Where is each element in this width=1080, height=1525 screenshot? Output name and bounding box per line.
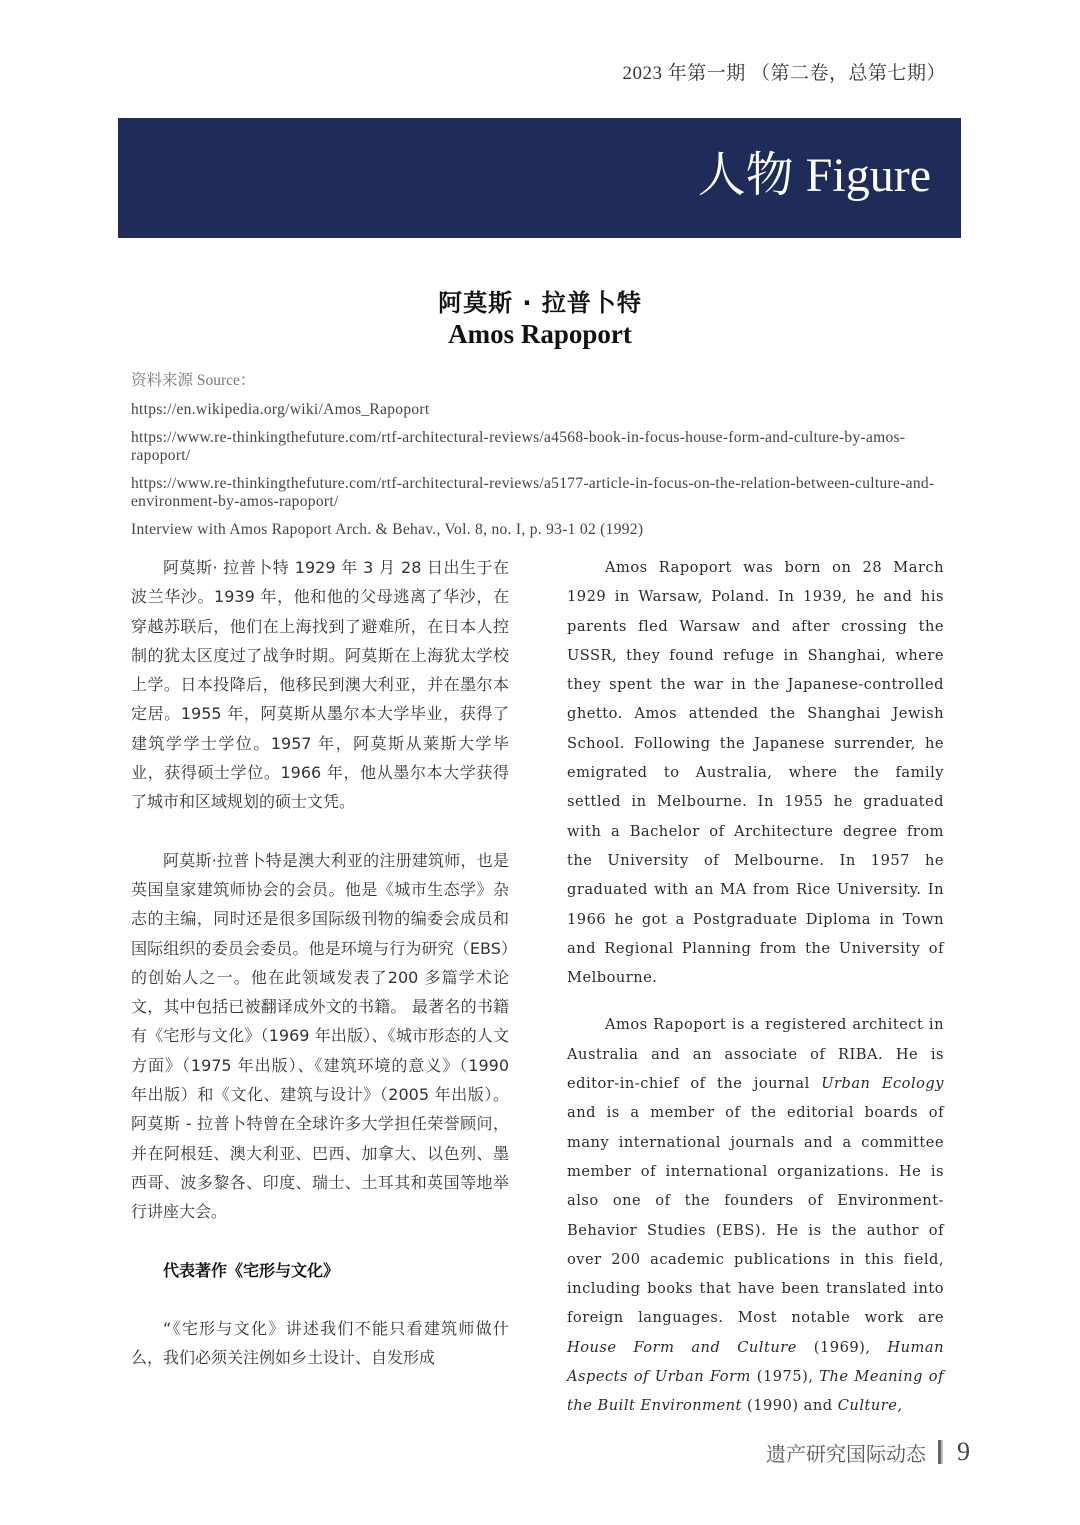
text-run: and is a member of the editorial boards of many international journals and a committee member of international organizations. He is also one of the founders of Environment-Behavior Studies (EBS). He is the author of over 200 academic publications in this field, including books that have been translated into foreign languages. Most notable work are bbox=[567, 1104, 944, 1327]
cn-paragraph: 阿莫斯·拉普卜特是澳大利亚的注册建筑师，也是英国皇家建筑师协会的会员。他是《城市生态学》杂志的主编，同时还是很多国际级刊物的编委会成员和国际组织的委员会委员。他是环境与行为研究（EBS）的创始人之一。他在此领域发表了200 多篇学术论文，其中包括已被翻译成外文的书籍。 最著名的书籍有《宅形与文化》（1969 年出版）、《城市形态的人文方面》（1975 年出版）、《建筑环境的意义》（1990 年出版）和《文化、建筑与设计》（2005 年出版）。阿莫斯 - 拉普卜特曾在全球许多大学担任荣誉顾问，并在阿根廷、澳大利亚、巴西、加拿大、以色列、墨西哥、波多黎各、印度、瑞士、土耳其和英国等地举行讲座大会。 bbox=[131, 850, 509, 1222]
chinese-column bbox=[131, 553, 509, 1401]
text-run: (1975), bbox=[750, 1368, 820, 1386]
text-run: (1990) and bbox=[741, 1397, 838, 1415]
sources-block bbox=[131, 372, 951, 549]
page-number: 9 bbox=[957, 1437, 970, 1466]
book-title: Culture, bbox=[837, 1397, 903, 1415]
cn-paragraph: 阿莫斯· 拉普卜特 1929 年 3 月 28 日出生于在波兰华沙。1939 年，他和他的父母逃离了华沙，在穿越苏联后，他们在上海找到了避难所，在日本人控制的犹太区度过了战争时期。阿莫斯在上海犹太学校上学。日本投降后，他移民到澳大利亚，并在墨尔本定居。1955 年，阿莫斯从墨尔本大学毕业，获得了建筑学学士学位。1957 年，阿莫斯从莱斯大学毕业，获得硕士学位。1966 年，他从墨尔本大学获得了城市和区域规划的硕士文凭。 bbox=[131, 558, 509, 812]
book-title: The Meaning of the Built Environment bbox=[567, 1368, 944, 1415]
english-column bbox=[567, 553, 944, 1439]
book-title: House Form and Culture bbox=[567, 1338, 797, 1356]
page-footer bbox=[766, 1437, 970, 1467]
source-link[interactable]: https://www.re-thinkingthefuture.com/rtf-architectural-reviews/a5177-article-in-focus-on-the-relation-between-culture-and-environment-by-amos-rapoport/ bbox=[131, 475, 935, 510]
article-title-en: Amos Rapoport bbox=[448, 319, 632, 349]
sources-label: 资料来源 Source： bbox=[131, 372, 256, 389]
footer-divider bbox=[938, 1440, 943, 1464]
text-run: Amos Rapoport is a registered architect in Australia and an associate of RIBA. He is editor-in-chief of the journal bbox=[567, 1016, 944, 1093]
section-title: 人物 Figure bbox=[697, 149, 931, 202]
text-run: (1969), bbox=[796, 1338, 888, 1356]
source-citation: Interview with Amos Rapoport Arch. & Behav., Vol. 8, no. I, p. 93-1 02 (1992) bbox=[131, 521, 644, 538]
en-paragraph: Amos Rapoport was born on 28 March 1929 in Warsaw, Poland. In 1939, he and his parents fled Warsaw and after crossing the USSR, they found refuge in Shanghai, where they spent the war in the Japanese-controlled ghetto. Amos attended the Shanghai Jewish School. Following the Japanese surrender, he emigrated to Australia, where the family settled in Melbourne. In 1955 he graduated with a Bachelor of Architecture degree from the University of Melbourne. In 1957 he graduated with an MA from Rice University. In 1966 he got a Postgraduate Diploma in Town and Regional Planning from the University of Melbourne. bbox=[567, 559, 944, 987]
article-title-cn: 阿莫斯 · 拉普卜特 bbox=[438, 289, 642, 317]
cn-paragraph: “《宅形与文化》讲述我们不能只看建筑师做什么，我们必须关注例如乡土设计、自发形成 bbox=[131, 1318, 509, 1368]
source-link[interactable]: https://en.wikipedia.org/wiki/Amos_Rapoport bbox=[131, 401, 430, 418]
section-banner bbox=[118, 118, 961, 238]
book-title: Human Aspects of Urban Form bbox=[567, 1338, 944, 1386]
issue-info: 2023 年第一期 （第二卷，总第七期） bbox=[622, 63, 946, 84]
cn-section-heading: 代表著作《宅形与文化》 bbox=[163, 1260, 340, 1280]
en-paragraph bbox=[567, 1010, 944, 1420]
journal-name: 遗产研究国际动态 bbox=[766, 1441, 926, 1466]
source-link[interactable]: https://www.re-thinkingthefuture.com/rtf-architectural-reviews/a4568-book-in-focus-house-form-and-culture-by-amos-rapoport/ bbox=[131, 429, 906, 464]
journal-title: Urban Ecology bbox=[821, 1075, 944, 1093]
